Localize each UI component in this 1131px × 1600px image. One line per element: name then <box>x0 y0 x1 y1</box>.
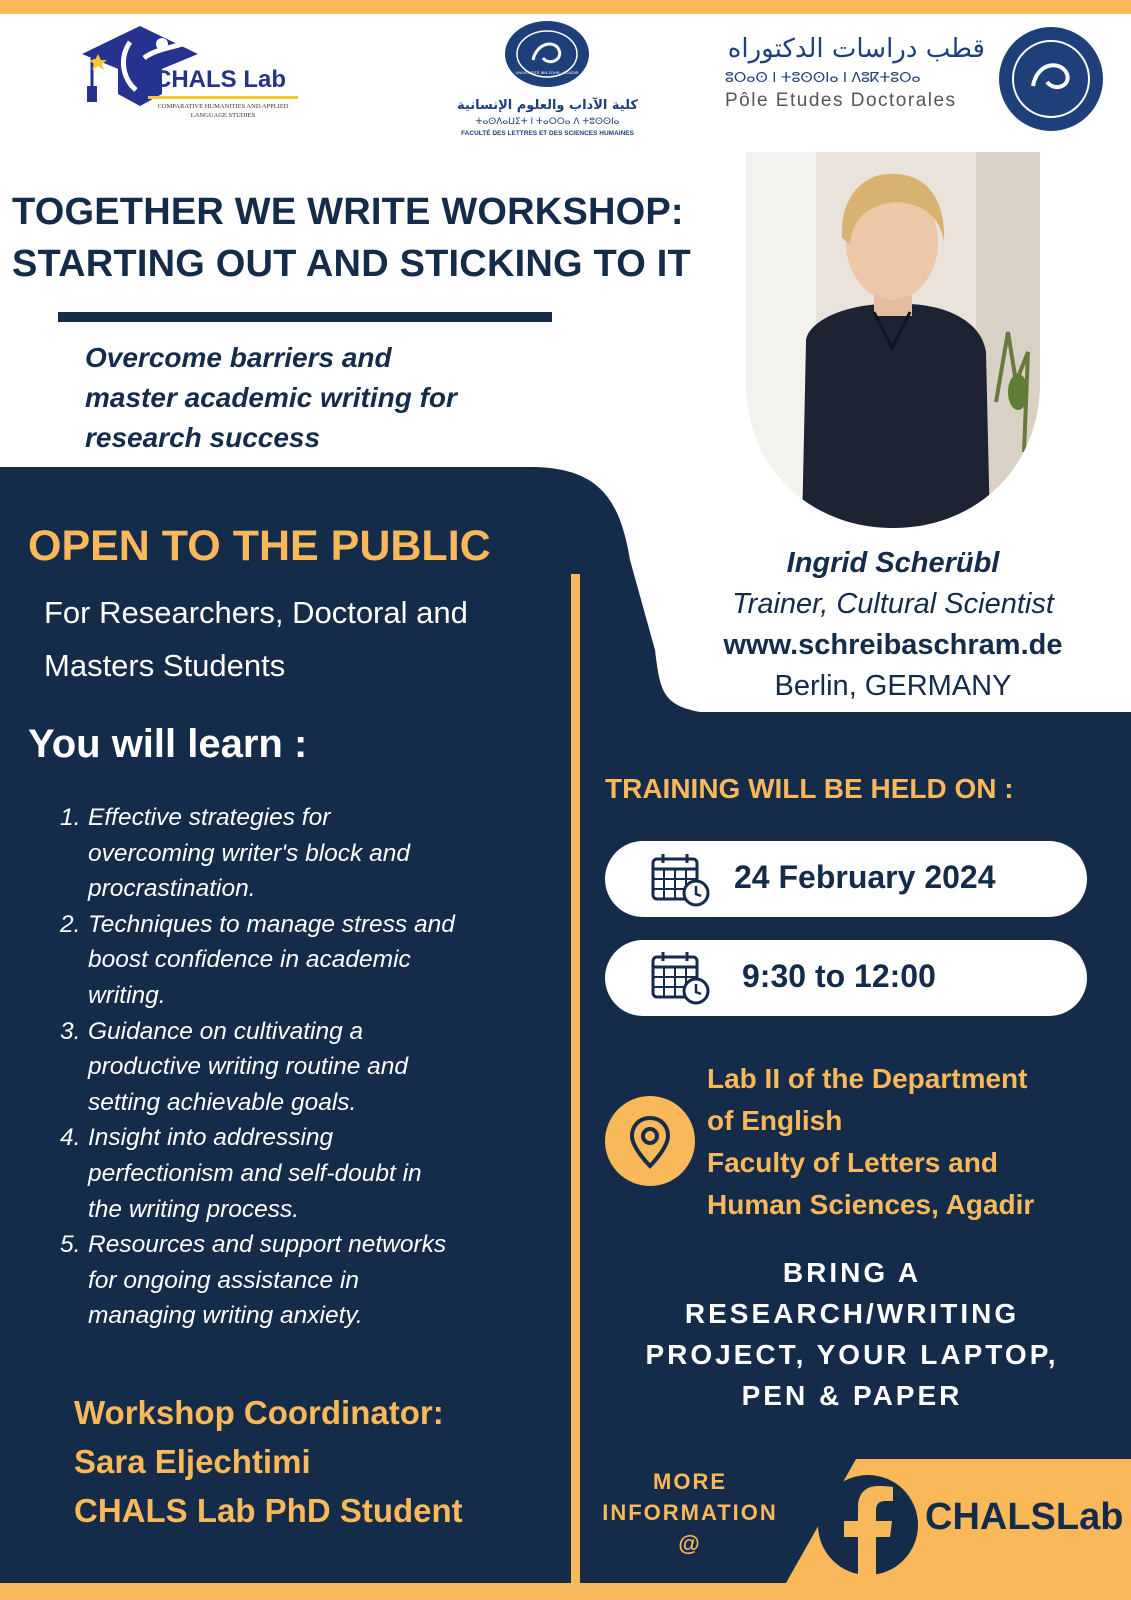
coordinator-role: CHALS Lab PhD Student <box>74 1492 463 1529</box>
calendar-clock-icon <box>651 951 711 1005</box>
time-pill <box>605 940 1087 1016</box>
more-line-2: INFORMATION <box>602 1500 778 1525</box>
list-item <box>60 800 550 907</box>
faculty-tifinagh: ⵜⴰⵙⴷⴰⵡⵉⵜ ⵏ ⵜⴰⵔⵔⴰ ⴷ ⵜⵓⵙⵙⵏⴰ <box>475 117 620 127</box>
item-number: 2. <box>60 910 81 938</box>
training-heading: TRAINING WILL BE HELD ON : <box>605 773 1014 804</box>
item-line: Insight into addressing <box>88 1124 334 1152</box>
item-line: managing writing anxiety. <box>88 1302 363 1330</box>
learn-heading: You will learn : <box>28 722 308 766</box>
coordinator-label: Workshop Coordinator: <box>74 1394 444 1431</box>
workshop-tagline <box>85 338 585 458</box>
faculty-arabic: كلية الآداب والعلوم الإنسانية <box>457 98 638 113</box>
audience-heading: OPEN TO THE PUBLIC <box>28 522 491 570</box>
seal-text: UNIVERSITÉ IBN ZOHR · AGADIR <box>515 70 579 75</box>
chals-lab-name: CHALS Lab <box>154 66 286 93</box>
more-line-3: @ <box>678 1531 702 1556</box>
trainer-location: Berlin, GERMANY <box>774 670 1012 702</box>
trainer-info <box>655 543 1131 707</box>
faculty-french: FACULTÉ DES LETTRES ET DES SCIENCES HUMAINES <box>461 130 634 137</box>
tagline-line-2: master academic writing for <box>85 382 457 413</box>
tagline-line-1: Overcome barriers and <box>85 342 392 373</box>
coordinator-name: Sara Eljechtimi <box>74 1443 311 1480</box>
location-pin-icon <box>605 1096 695 1186</box>
item-line: setting achievable goals. <box>88 1088 357 1116</box>
trainer-name: Ingrid Scherübl <box>786 547 1000 579</box>
list-item <box>60 1227 550 1334</box>
trainer-role: Trainer, Cultural Scientist <box>732 588 1054 620</box>
title-divider <box>58 312 552 322</box>
location-line-4: Human Sciences, Agadir <box>707 1189 1035 1220</box>
bring-notice <box>612 1252 1092 1416</box>
training-time: 9:30 to 12:00 <box>742 958 936 994</box>
item-line: Effective strategies for <box>88 804 331 831</box>
training-date: 24 February 2024 <box>734 859 996 895</box>
item-line: for ongoing assistance in <box>88 1266 360 1294</box>
item-line: writing. <box>88 981 166 1009</box>
bring-line-1: BRING A <box>782 1257 922 1288</box>
logo-underline <box>148 96 298 99</box>
bring-line-2: RESEARCH/WRITING <box>684 1298 1020 1329</box>
location-line-2: of English <box>707 1105 843 1136</box>
more-line-1: MORE <box>653 1469 727 1494</box>
item-line: the writing process. <box>88 1195 300 1223</box>
trainer-website-link[interactable]: www.schreibaschram.de <box>723 629 1063 661</box>
pole-french: Pôle Etudes Doctorales <box>725 90 957 111</box>
location-line-3: Faculty of Letters and <box>707 1147 998 1178</box>
training-location <box>707 1058 1127 1226</box>
audience-line-2: Masters Students <box>44 648 286 683</box>
location-line-1: Lab II of the Department <box>707 1063 1028 1094</box>
bring-line-4: PEN & PAPER <box>741 1380 963 1411</box>
item-line: perfectionism and self-doubt in <box>88 1159 422 1187</box>
item-number: 1. <box>60 804 81 831</box>
facebook-handle[interactable]: CHALSLab <box>925 1496 1124 1538</box>
list-item <box>60 1014 550 1121</box>
workshop-title <box>12 186 752 290</box>
pole-seal-icon <box>997 20 1105 138</box>
item-line: Resources and support networks <box>88 1231 447 1259</box>
item-number: 5. <box>60 1231 81 1259</box>
learning-outcomes-list <box>60 800 550 1334</box>
chals-lab-subtitle: COMPARATIVE HUMANITIES AND APPLIED LANGUAGE STUDIES <box>157 103 289 119</box>
title-line-2: STARTING OUT AND STICKING TO IT <box>12 243 691 285</box>
pole-doctoral-logo <box>725 20 1105 140</box>
calendar-clock-icon <box>651 853 711 907</box>
item-number: 3. <box>60 1017 81 1045</box>
item-number: 4. <box>60 1124 81 1152</box>
pole-arabic: قطب دراسات الدكتوراه <box>727 34 985 64</box>
item-line: overcoming writer's block and <box>88 839 410 867</box>
date-pill <box>605 841 1087 917</box>
coordinator-block <box>74 1388 463 1535</box>
item-line: Techniques to manage stress and <box>88 910 455 938</box>
faculty-logo <box>450 20 645 140</box>
list-item <box>60 907 550 1014</box>
item-line: productive writing routine and <box>88 1053 409 1081</box>
audience-line-1: For Researchers, Doctoral and <box>44 595 468 630</box>
chals-lab-logo <box>78 20 303 130</box>
column-divider <box>571 574 580 1583</box>
item-line: Guidance on cultivating a <box>88 1017 364 1045</box>
tagline-line-3: research success <box>85 422 321 453</box>
audience-description <box>44 586 564 692</box>
top-accent-bar <box>0 0 1131 14</box>
list-item <box>60 1120 550 1227</box>
bottom-accent-bar <box>0 1583 1131 1600</box>
university-seal-icon <box>503 20 591 88</box>
trainer-photo <box>746 152 1040 528</box>
more-information <box>580 1466 800 1559</box>
item-line: procrastination. <box>88 875 256 903</box>
bring-line-3: PROJECT, YOUR LAPTOP, <box>645 1339 1059 1370</box>
pole-tifinagh: ⵓⵔⴰⵙ ⵏ ⵜⵓⵙⵙⵏⴰ ⵏ ⴷⵓⴽⵜⵓⵔⴰ <box>725 70 921 86</box>
title-line-1: TOGETHER WE WRITE WORKSHOP: <box>12 191 684 233</box>
item-line: boost confidence in academic <box>88 946 411 974</box>
